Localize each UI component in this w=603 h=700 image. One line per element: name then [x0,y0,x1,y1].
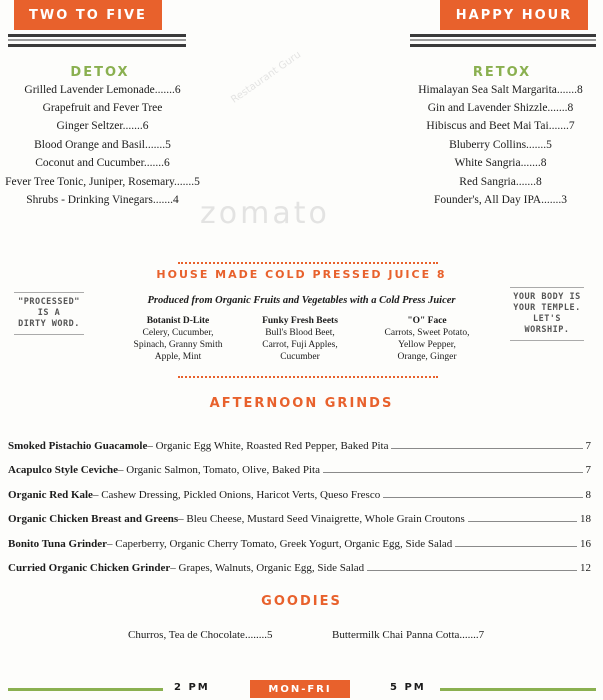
menu-item-name: Smoked Pistachio Guacamole [8,440,148,452]
detox-item: Ginger Seltzer.......6 [56,120,149,132]
juice-ingredients: Spinach, Granny Smith [133,340,223,350]
retox-item: Bluberry Collins.......5 [449,139,552,151]
detox-item: Blood Orange and Basil.......5 [34,139,171,151]
grinds-title: AFTERNOON GRINDS [209,396,394,411]
menu-item [8,464,591,476]
right-divider [410,34,596,47]
retox-item: Himalayan Sea Salt Margarita.......8 [418,84,583,96]
juice-ingredients: Bull's Blood Beet, [265,328,335,338]
detox-item: Grilled Lavender Lemonade.......6 [24,84,181,96]
juice-subtitle: Produced from Organic Fruits and Vegetables with a Cold Press Juicer [147,295,456,306]
temple-note-line: YOUR BODY IS [513,292,581,302]
juice-o-face [362,315,492,363]
watermark-restaurant-guru: Restaurant Guru [229,49,304,106]
menu-item-desc: – Caperberry, Organic Cherry Tomato, Greek Yogurt, Organic Egg, Side Salad [107,538,453,550]
leader-line [323,464,583,473]
menu-item-desc: – Organic Egg White, Roasted Red Pepper, Baked Pita [147,440,389,452]
juice-name: Botanist D-Lite [146,316,210,326]
juice-botanist [118,315,238,363]
footer-days-badge: MON-FRI [250,680,350,698]
banner-two-to-five: TWO TO FIVE [14,0,162,30]
juice-ingredients: Carrots, Sweet Potato, [384,328,470,338]
juice-title: HOUSE MADE COLD PRESSED JUICE 8 [156,268,447,281]
banner-happy-hour: HAPPY HOUR [440,0,588,30]
menu-item-name: Organic Red Kale [8,489,93,501]
leader-line [391,440,582,449]
juice-funky-beets [240,315,360,363]
watermark-zomato: zomato [200,196,330,231]
menu-item [8,440,591,452]
goodie-panna-cotta: Buttermilk Chai Panna Cotta.......7 [332,629,485,641]
menu-item-name: Acapulco Style Ceviche [8,464,118,476]
processed-note [14,292,84,335]
menu-item-desc: – Grapes, Walnuts, Organic Egg, Side Salad [170,562,365,574]
temple-note-line: LET'S WORSHIP. [524,314,570,335]
detox-item: Shrubs - Drinking Vinegars.......4 [26,194,179,206]
menu-item-price: 18 [580,513,591,525]
menu-item-name: Bonito Tuna Grinder [8,538,108,550]
juice-name: Funky Fresh Beets [262,316,338,326]
menu-item [8,513,591,525]
retox-item: Hibiscus and Beet Mai Tai.......7 [426,120,575,132]
juice-ingredients: Orange, Ginger [397,352,457,362]
detox-title: DETOX [70,65,130,80]
left-divider [8,34,186,47]
menu-item-desc: – Organic Salmon, Tomato, Olive, Baked Pita [117,464,320,476]
menu-item-desc: – Bleu Cheese, Mustard Seed Vinaigrette, Whole Grain Croutons [178,513,465,525]
leader-line [367,562,577,571]
processed-note-line: IS A [37,308,61,318]
footer-start-time: 2 PM [174,682,210,693]
retox-item: Founder's, All Day IPA.......3 [434,194,567,206]
juice-ingredients: Yellow Pepper, [398,340,456,350]
menu-item-name: Organic Chicken Breast and Greens [8,513,179,525]
goodie-churros: Churros, Tea de Chocolate........5 [128,629,273,641]
detox-item: Grapefruit and Fever Tree [42,102,163,114]
menu-item-desc: – Cashew Dressing, Pickled Onions, Haricot Verts, Queso Fresco [92,489,381,501]
detox-item: Fever Tree Tonic, Juniper, Rosemary.......5 [5,176,200,188]
juice-top-dots [178,262,438,264]
menu-item [8,489,591,501]
goodies-title: GOODIES [261,594,342,609]
menu-item-price: 8 [585,489,591,501]
menu-item-name: Curried Organic Chicken Grinder [8,562,171,574]
footer-line-right [440,688,596,691]
juice-ingredients: Celery, Cucumber, [142,328,214,338]
footer-end-time: 5 PM [390,682,426,693]
juice-ingredients: Cucumber [280,352,320,362]
footer-line-left [8,688,163,691]
retox-item: White Sangria.......8 [454,157,547,169]
menu-item [8,538,591,550]
retox-item: Gin and Lavender Shizzle.......8 [427,102,574,114]
juice-name: "O" Face [407,316,447,326]
menu-item-price: 7 [585,464,591,476]
temple-note-line: YOUR TEMPLE. [513,303,581,313]
leader-line [468,513,577,522]
retox-item: Red Sangria.......8 [459,176,542,188]
processed-note-line: "PROCESSED" [18,297,80,307]
processed-note-line: DIRTY WORD. [18,319,80,329]
menu-item-price: 12 [580,562,591,574]
retox-title: RETOX [472,65,532,80]
temple-note [510,287,584,341]
leader-line [383,489,582,498]
juice-ingredients: Carrot, Fuji Apples, [262,340,338,350]
juice-bottom-dots [178,376,438,378]
detox-item: Coconut and Cucumber.......6 [35,157,170,169]
menu-item-price: 16 [580,538,591,550]
leader-line [455,538,577,547]
juice-ingredients: Apple, Mint [154,352,202,362]
menu-item-price: 7 [585,440,591,452]
menu-item [8,562,591,574]
